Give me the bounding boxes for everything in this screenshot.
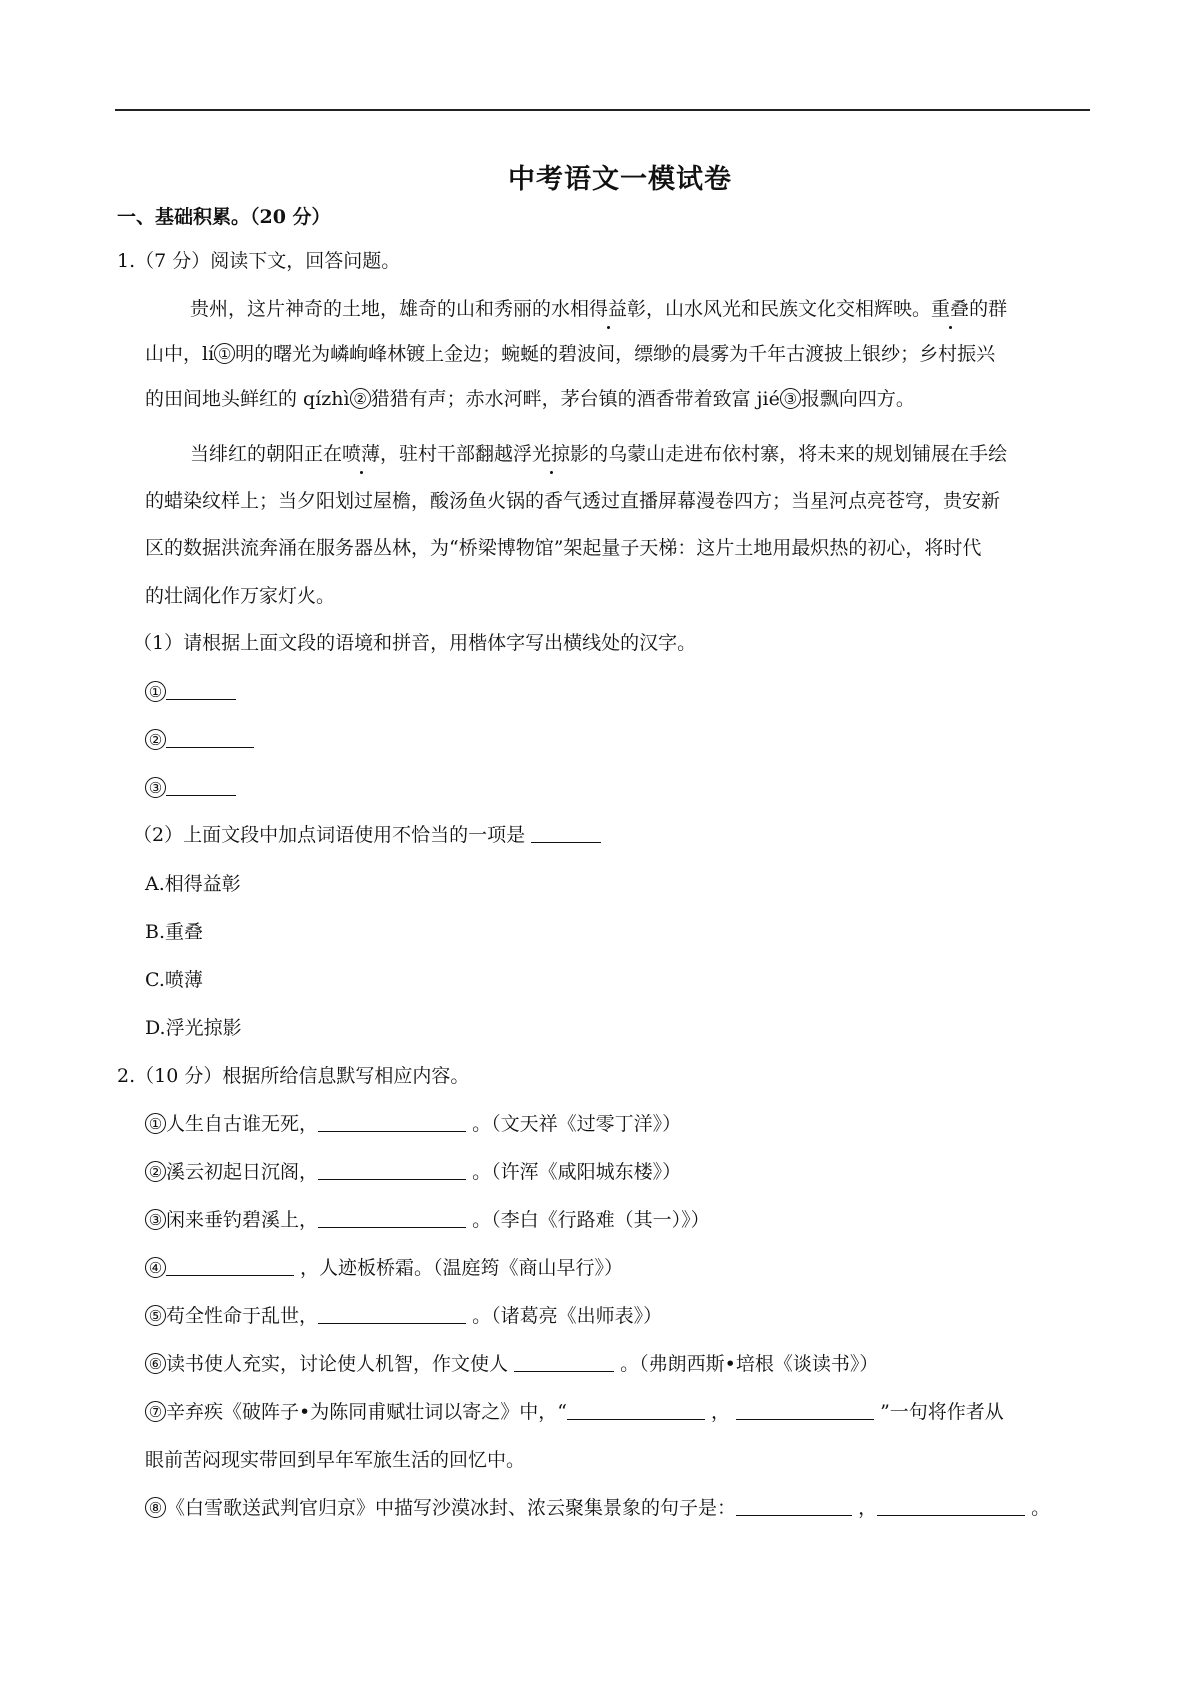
passage-line: 的蜡染纹样上；当夕阳划过屋檐，酸汤鱼火锅的香气透过直播屏幕漫卷四方；当星河点亮苍穹，贵安新: [145, 490, 1001, 512]
item-text: 人生自古谁无死，: [166, 1113, 319, 1135]
blank-marker-1: ①: [214, 343, 235, 364]
recite-item-7: [145, 1398, 1004, 1426]
answer-blank[interactable]: [318, 1113, 466, 1132]
recite-item-3: [145, 1206, 710, 1234]
item-marker: ⑥: [145, 1353, 166, 1374]
item-source: 。（文天祥《过零丁洋》）: [472, 1113, 682, 1135]
passage-text: 山中，lí: [145, 343, 215, 365]
page-title: 中考语文一模试卷: [508, 164, 732, 195]
item-text: 辛弃疾《破阵子•为陈同甫赋壮词以寄之》中，“: [166, 1401, 567, 1423]
blank-marker-3: ③: [780, 388, 801, 409]
answer-line-2: [145, 726, 254, 754]
dotted-word-2: 重叠: [931, 295, 969, 323]
item-source: 。（诸葛亮《出师表》）: [472, 1305, 663, 1327]
item-source: ，人迹板桥霜。（温庭筠《商山早行》）: [300, 1257, 624, 1279]
passage-line: [145, 340, 995, 368]
recite-item-2: [145, 1158, 681, 1186]
answer-blank[interactable]: [736, 1497, 852, 1516]
passage-text: ，山水风光和民族文化交相辉映。: [646, 298, 932, 320]
passage-text: 的田间地头鲜红的 qízhì: [145, 388, 350, 410]
option-b[interactable]: B.重叠: [145, 921, 204, 943]
recite-item-4: [145, 1254, 623, 1282]
passage-line: [190, 295, 1007, 323]
item-marker: ④: [145, 1257, 166, 1278]
option-c[interactable]: C.喷薄: [145, 969, 203, 991]
option-a[interactable]: A.相得益彰: [145, 873, 241, 895]
passage-text: 的乌蒙山走进布依村寨，将未来的规划铺展在手绘: [589, 443, 1008, 465]
header-rule: [115, 109, 1090, 111]
question-1-stem: 1.（7 分）阅读下文，回答问题。: [117, 250, 401, 272]
answer-blank[interactable]: [318, 1305, 466, 1324]
dotted-word-1: 相得益彰: [570, 295, 646, 323]
answer-blank[interactable]: [166, 1257, 294, 1276]
answer-blank[interactable]: [318, 1161, 466, 1180]
answer-blank[interactable]: [736, 1401, 874, 1420]
sub-question-text: （2）上面文段中加点词语使用不恰当的一项是: [133, 824, 526, 846]
answer-blank[interactable]: [567, 1401, 705, 1420]
passage-line: 区的数据洪流奔涌在服务器丛林，为“桥梁博物馆”架起量子天梯：这片土地用最炽热的初心，将时代: [145, 537, 982, 559]
passage-line: [190, 440, 1007, 468]
answer-blank[interactable]: [318, 1209, 466, 1228]
answer-blank[interactable]: [166, 729, 254, 748]
answer-line-1: [145, 678, 236, 706]
item-text: 。: [1031, 1497, 1051, 1519]
answer-line-3: [145, 774, 236, 802]
recite-item-5: [145, 1302, 662, 1330]
blank-marker-2: ②: [350, 388, 371, 409]
item-text: 闲来垂钓碧溪上，: [166, 1209, 319, 1231]
item-marker: ⑧: [145, 1497, 166, 1518]
item-text: 苟全性命于乱世，: [166, 1305, 319, 1327]
answer-blank[interactable]: [166, 681, 236, 700]
item-source: 。（李白《行路难（其一）》）: [472, 1209, 710, 1231]
recite-item-1: [145, 1110, 681, 1138]
item-text: 溪云初起日沉阁，: [166, 1161, 319, 1183]
passage-text: 明的曙光为嶙峋峰林镀上金边；蜿蜒的碧波间，缥缈的晨雾为千年古渡披上银纱；乡村振兴: [235, 343, 996, 365]
item-marker: ①: [145, 681, 166, 702]
item-text: ，: [710, 1401, 730, 1423]
item-text: 读书使人充实，讨论使人机智，作文使人: [166, 1353, 509, 1375]
item-text: ，: [858, 1497, 878, 1519]
option-d[interactable]: D.浮光掠影: [145, 1017, 242, 1039]
item-marker: ②: [145, 729, 166, 750]
item-marker: ③: [145, 777, 166, 798]
passage-text: 贵州，这片神奇的土地，雄奇的山和秀丽的水: [190, 298, 571, 320]
passage-text: 当绯红的朝阳正在: [190, 443, 343, 465]
answer-blank[interactable]: [166, 777, 236, 796]
passage-text: 报飘向四方。: [800, 388, 915, 410]
recite-item-8: [145, 1494, 1050, 1522]
item-text: 《白雪歌送武判官归京》中描写沙漠冰封、浓云聚集景象的句子是：: [166, 1497, 737, 1519]
recite-item-6: [145, 1350, 878, 1378]
passage-text: ，驻村干部翻越: [380, 443, 514, 465]
passage-line: [145, 385, 915, 413]
item-marker: ⑦: [145, 1401, 166, 1422]
sub-question-1: （1）请根据上面文段的语境和拼音，用楷体字写出横线处的汉字。: [133, 632, 697, 654]
item-text: ”一句将作者从: [880, 1401, 1004, 1423]
answer-blank[interactable]: [531, 824, 601, 843]
item-source: 。（弗朗西斯•培根《谈读书》）: [620, 1353, 879, 1375]
passage-text: 的群: [969, 298, 1008, 320]
item-marker: ③: [145, 1209, 166, 1230]
section-heading: 一、基础积累。（20 分）: [117, 206, 331, 228]
item-marker: ⑤: [145, 1305, 166, 1326]
dotted-word-3: 喷薄: [342, 440, 380, 468]
question-2-stem: 2.（10 分）根据所给信息默写相应内容。: [117, 1065, 470, 1087]
item-source: 。（许浑《咸阳城东楼》）: [472, 1161, 682, 1183]
answer-blank[interactable]: [514, 1353, 614, 1372]
answer-blank[interactable]: [877, 1497, 1025, 1516]
passage-line: 的壮阔化作万家灯火。: [145, 585, 336, 607]
sub-question-2: [133, 821, 601, 849]
dotted-word-4: 浮光掠影: [513, 440, 589, 468]
passage-text: 猎猎有声；赤水河畔，茅台镇的酒香带着致富 jié: [370, 388, 780, 410]
recite-item-7-cont: 眼前苦闷现实带回到早年军旅生活的回忆中。: [145, 1449, 526, 1471]
item-marker: ①: [145, 1113, 166, 1134]
item-marker: ②: [145, 1161, 166, 1182]
